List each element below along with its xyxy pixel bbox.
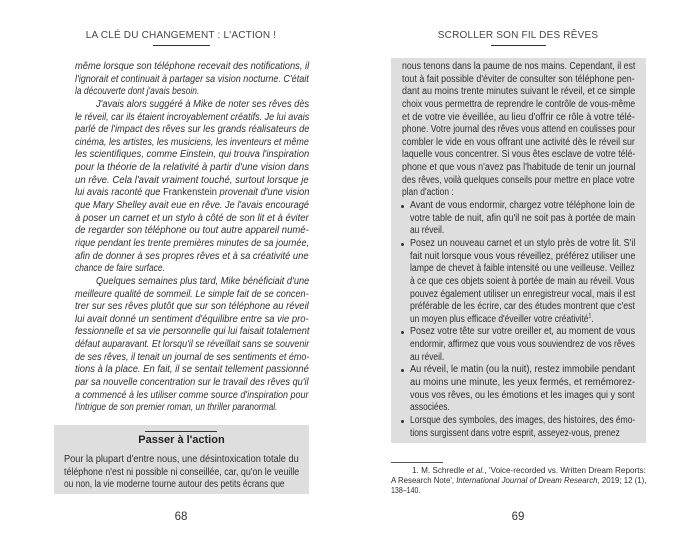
bullet-text — [410, 200, 635, 238]
text-line: Posez votre tête sur votre oreiller et, au moment de vous — [410, 326, 636, 338]
text-segment: . — [591, 313, 594, 325]
right-running-header: SCROLLER SON FIL DES RÊVES — [437, 30, 599, 41]
text-line: J'avais alors suggéré à Mike de noter ses rêves dès — [96, 98, 310, 110]
paragraph — [75, 276, 309, 415]
text-line: de ses rêves, il tenait un journal de ses sentiments et émo- — [75, 351, 310, 363]
text-line: un rêve. Cela l'avait vraiment touché, surtout lorsque je — [75, 174, 309, 186]
text-line: ou non, la vie moderne tourne autour des petits écrans que — [64, 479, 285, 491]
action-box-title: Passer à l'action — [138, 434, 225, 446]
box-intro — [402, 61, 635, 200]
text-segment: International Journal of Dream Research — [456, 476, 598, 485]
text-line: meilleure qualité de sommeil. Le simple fait de se concen- — [75, 288, 309, 300]
text-line: Quelques semaines plus tard, Mike bénéficiait d'une — [96, 275, 310, 287]
footnote — [391, 466, 646, 496]
text-line: laquelle vous concentrer. Si vous êtes esclave de votre télé- — [402, 149, 636, 161]
left-header-rule — [153, 45, 210, 46]
text-line — [75, 187, 309, 200]
text-line: à poser un carnet et un stylo à côté de son lit et à éviter — [75, 212, 309, 224]
text-line: lui avait donné un sentiment d'équilibre entre sa vie pro- — [75, 313, 309, 325]
text-line: que Mary Shelley avait eue en rêve. Je l'avais encouragé — [75, 200, 310, 212]
text-line: fessionnelle et sa vie personnelle qui lui faisait totalement — [75, 326, 310, 338]
text-line: afin de donner à ses propres rêves et à sa créativité une — [75, 250, 309, 262]
text-line: dant au moins trente minutes suivant le réveil, et ce simple — [402, 86, 636, 98]
bullet-text — [410, 415, 635, 440]
action-box-rule — [145, 431, 217, 432]
text-line: de regarder son téléphone ou tout autre appareil numé- — [75, 225, 309, 237]
bullet-item — [402, 364, 635, 415]
text-line: plan d'action : — [402, 187, 454, 199]
text-line: Avant de vous endormir, chargez votre téléphone loin de — [410, 200, 635, 212]
text-line: défaut auparavant. Et lorsqu'il se réveillait sans se souvenir — [75, 339, 310, 351]
action-box-continued-text — [402, 61, 635, 440]
text-line: les scientifiques, comme Einstein, qui trouva l'inspiration — [75, 149, 310, 161]
page-number-right: 69 — [511, 511, 525, 523]
text-line: trer sur ses rêves plutôt que sur son téléphone au réveil — [75, 301, 309, 313]
text-segment: lui avais raconté que — [75, 187, 164, 199]
text-line: fait nuit lorsque vous vous réveillez, préférez utiliser une — [410, 250, 636, 262]
text-line: la découverte dont j'avais besoin. — [75, 86, 200, 98]
page-number-left: 68 — [174, 511, 188, 523]
text-segment: provenait d'une vision — [216, 187, 310, 199]
text-line: cinéma, les artistes, les musiciens, les inventeurs et même — [75, 136, 309, 148]
action-box-right — [391, 58, 646, 443]
text-line: des rêves, voilà quelques conseils pour mettre en place votre — [402, 174, 635, 186]
bullet-item — [402, 238, 635, 326]
text-line: votre table de nuit, afin qu'il ne soit pas à portée de main — [410, 212, 636, 224]
text-line: préférable de les écrire, car des études montrent que c'est — [410, 301, 635, 313]
bullet-icon — [401, 243, 404, 246]
text-segment: un moyen plus efficace d'éveiller votre créativité — [410, 313, 589, 325]
paragraph — [75, 61, 309, 99]
text-line: associées. — [410, 402, 450, 414]
text-line: lampe de chevet à faible intensité ou une veilleuse. Veillez — [410, 263, 635, 275]
text-line — [410, 314, 594, 327]
text-line: même lorsque son téléphone recevait des notifications, il — [75, 61, 310, 72]
right-header-rule — [491, 45, 546, 46]
bullet-text — [410, 238, 635, 326]
text-line: phone. Votre journal des rêves vous attend en coulisses pour — [402, 124, 636, 136]
text-line: endormir, affirmez que vous vous souviendrez de vos rêves — [410, 339, 635, 351]
text-line: tions à la place. En fait, il se sentait tellement passionné — [75, 364, 309, 376]
text-line: le réveil, car ils étaient incroyablement créatifs. Je lui avais — [75, 111, 310, 123]
text-line: au réveil. — [410, 225, 445, 237]
text-line: choix vous permettra de reprendre le contrôle de vous-même — [402, 98, 636, 110]
text-line: parlé de l'impact des rêves sur les grands réalisateurs de — [75, 124, 310, 136]
footnote-mark: 1 — [588, 313, 592, 320]
text-line: pour la théorie de la relativité à partir d'une vision dans — [75, 162, 310, 174]
text-line: Posez un nouveau carnet et un stylo près de votre lit. S'il — [410, 237, 636, 249]
bullet-icon — [401, 369, 404, 372]
text-line: l'intrigue de son premier roman, un thriller paranormal. — [75, 402, 278, 414]
text-line: nous tenons dans la paume de nos mains. Cependant, il est — [402, 61, 636, 72]
text-line: par sa nouvelle concentration sur le travail des rêves qu'il — [75, 377, 309, 389]
text-line: l'ignorait et continuait à partager sa vision nocturne. C'était — [75, 73, 309, 85]
left-running-header: LA CLÉ DU CHANGEMENT : L'ACTION ! — [85, 30, 277, 41]
bullet-item — [402, 200, 635, 238]
action-box-left — [54, 425, 309, 494]
text-segment: 1. M. Schredle — [412, 466, 467, 475]
text-line: chance de faire surface. — [75, 263, 165, 275]
text-segment: , 'Voice-recorded vs. Written Dream Reports: — [484, 466, 646, 475]
text-line — [412, 466, 646, 476]
text-line — [391, 476, 646, 486]
text-line: et de votre vie éveillée, au lieu d'offrir ce rôle à votre télé- — [402, 111, 635, 123]
action-box-text — [64, 454, 299, 492]
text-line: au réveil. — [410, 351, 445, 363]
bullet-icon — [401, 331, 404, 334]
text-line: téléphone n'est ni possible ni conseillée, car, qu'on le veuille — [64, 466, 300, 478]
text-segment: A Research Note', — [391, 476, 457, 485]
bullet-icon — [401, 205, 404, 208]
text-line: Au réveil, le matin (ou la nuit), restez immobile pendant — [410, 364, 636, 376]
text-segment: et al. — [466, 466, 485, 475]
text-line: vous vos rêves, ou les émotions et les images qui y sont — [410, 389, 635, 401]
text-line: Lorsque des symboles, des images, des histoires, des émo- — [410, 414, 636, 426]
text-line: rique pendant les trente premières minutes de sa journée, — [75, 237, 310, 249]
text-line: 138–140. — [391, 486, 421, 495]
text-line: tions surgissent dans votre esprit, asseyez-vous, prenez — [410, 427, 620, 439]
text-line: Pour la plupart d'entre nous, une désintoxication totale du — [64, 454, 299, 465]
text-line: pouvez également utiliser un enregistreur vocal, mais il est — [410, 288, 636, 300]
text-line: tout à fait possible d'éviter de consulter son téléphone pen- — [402, 73, 635, 85]
bullet-text — [410, 364, 635, 415]
left-body-text — [75, 61, 309, 415]
text-line: a commencé à les utiliser comme source d'inspiration pour — [75, 389, 309, 401]
text-line: phone et que vous n'avez pas l'habitude de tenir un journal — [402, 162, 636, 174]
bullet-icon — [401, 420, 404, 423]
text-segment: , 2019; 12 (1), — [597, 476, 647, 485]
bullet-item — [402, 326, 635, 364]
text-line: à ce que ces objets soient à portée de main au réveil. Vous — [410, 275, 635, 287]
paragraph — [75, 99, 309, 276]
footnote-rule — [391, 462, 443, 463]
text-line: au moins une minute, les yeux fermés, et remémorez- — [410, 377, 636, 389]
text-segment: Frankenstein — [163, 187, 217, 199]
bullet-text — [410, 326, 635, 364]
bullet-item — [402, 415, 635, 440]
text-line: combler le vide en vous offrant une activité dès le réveil sur — [402, 136, 635, 148]
